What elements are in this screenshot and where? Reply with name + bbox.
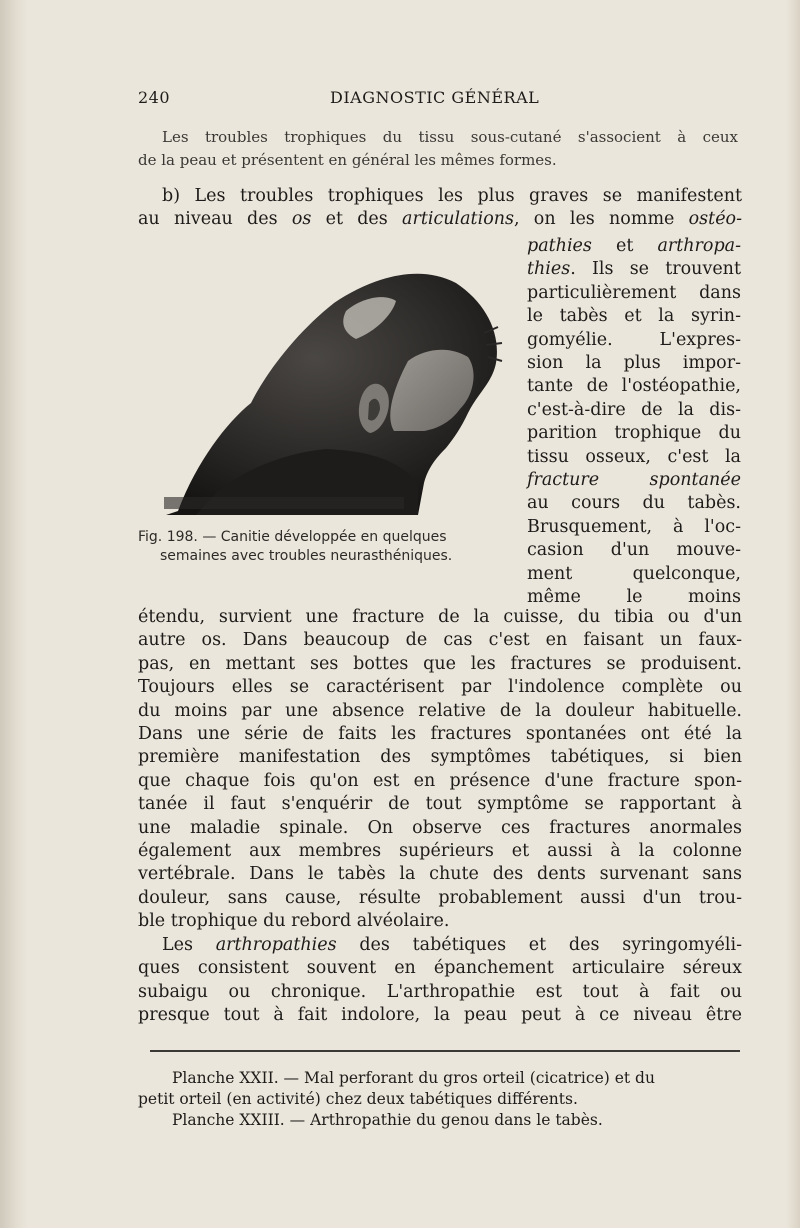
- text-line: ment quelconque,: [527, 563, 741, 584]
- text-line: tante de l'ostéopathie,: [527, 376, 741, 397]
- text-line: ble trophique du rebord alvéolaire.: [138, 911, 450, 932]
- figure-caption: [138, 528, 518, 566]
- text-line: thies. Ils se trouvent: [527, 259, 741, 280]
- text-line: particulièrement dans: [527, 282, 741, 303]
- text-line: c'est-à-dire de la dis-: [527, 399, 741, 420]
- plate-note: petit orteil (en activité) chez deux tabétiques différents.: [138, 1090, 578, 1108]
- text-line: vertébrale. Dans le tabès la chute des dents survenant sans: [138, 864, 742, 885]
- text-line: même le moins: [527, 587, 741, 608]
- text-line: sion la plus impor-: [527, 353, 741, 374]
- page-number: 240: [138, 88, 171, 107]
- text-line: de la peau et présentent en général les mêmes formes.: [138, 151, 557, 169]
- text-line: une maladie spinale. On observe ces fractures anormales: [138, 817, 742, 838]
- text-line: étendu, survient une fracture de la cuisse, du tibia ou d'un: [138, 607, 742, 627]
- plate-note: Planche XXIII. — Arthropathie du genou dans le tabès.: [172, 1111, 603, 1129]
- paragraph-b-rest: [138, 606, 742, 934]
- italic-term: os: [291, 209, 312, 230]
- text-line: le tabès et la syrin-: [527, 306, 741, 327]
- text-line: Les arthropathies des tabétiques et des syringomyéli-: [162, 934, 742, 955]
- page-edge-shadow: [0, 0, 28, 1228]
- text-line: au cours du tabès.: [527, 493, 741, 514]
- text-line: au niveau des os et des articulations, on les nomme ostéo-: [138, 209, 742, 230]
- intro-paragraph: [138, 126, 738, 172]
- text-line: première manifestation des symptômes tabétiques, si bien: [138, 747, 742, 768]
- portrait-illustration: [156, 253, 526, 521]
- caption-line: semaines avec troubles neurasthéniques.: [160, 548, 453, 564]
- text-line: presque tout à fait indolore, la peau peut à ce niveau être: [138, 1004, 742, 1025]
- text-line: ques consistent souvent en épanchement articulaire séreux: [138, 958, 742, 979]
- italic-term: fracture spontanée: [527, 470, 741, 491]
- running-title: DIAGNOSTIC GÉNÉRAL: [330, 88, 540, 107]
- text-line: autre os. Dans beaucoup de cas c'est en faisant un faux-: [138, 630, 742, 651]
- figure-198-photo: [156, 253, 526, 521]
- text-line: Toujours elles se caractérisent par l'indolence complète ou: [138, 677, 742, 698]
- italic-term: arthropa-: [657, 236, 741, 256]
- text-line: Brusquement, à l'oc-: [527, 516, 741, 537]
- italic-term: pathies: [527, 236, 592, 256]
- text-line: tissu osseux, c'est la: [527, 446, 741, 467]
- text-line: pas, en mettant ses bottes que les fractures se produisent.: [138, 653, 742, 674]
- caption-line: Fig. 198. — Canitie développée en quelques: [138, 529, 447, 545]
- plate-note: Planche XXII. — Mal perforant du gros orteil (cicatrice) et du: [172, 1069, 655, 1087]
- italic-term: arthropathies: [215, 934, 337, 955]
- italic-term: ostéo-: [688, 209, 742, 230]
- text-line: parition trophique du: [527, 423, 741, 444]
- text-line: casion d'un mouve-: [527, 540, 741, 561]
- text-line: [527, 469, 741, 492]
- text-line: subaigu ou chronique. L'arthropathie est tout à fait ou: [138, 981, 742, 1002]
- footnote-rule: [150, 1050, 740, 1052]
- italic-term: articulations: [402, 209, 514, 230]
- text-line: du moins par une absence relative de la douleur habituelle.: [138, 700, 742, 721]
- italic-term: thies: [527, 259, 571, 280]
- paragraph-b-top: [138, 185, 742, 232]
- text-line: que chaque fois qu'on est en présence d'une fracture spon-: [138, 770, 742, 791]
- paragraph-b-column: [527, 235, 741, 610]
- paragraph-b-continued: [138, 606, 742, 1027]
- plate-notes: [138, 1068, 738, 1131]
- text-line: Les troubles trophiques du tissu sous-cutané s'associent à ceux: [162, 128, 738, 146]
- text-line: également aux membres supérieurs et aussi à la colonne: [138, 841, 742, 862]
- text-line: gomyélie. L'expres-: [527, 329, 741, 350]
- paragraph-arthropathies: [138, 934, 742, 1028]
- text-line: douleur, sans cause, résulte probablement aussi d'un trou-: [138, 887, 742, 908]
- text-line: tanée il faut s'enquérir de tout symptôme se rapportant à: [138, 794, 742, 815]
- page-edge-right: [786, 0, 800, 1228]
- text-line: pathies et arthropa-: [527, 236, 741, 256]
- text-line: b) Les troubles trophiques les plus graves se manifestent: [162, 186, 742, 206]
- text-line: Dans une série de faits les fractures spontanées ont été la: [138, 724, 742, 745]
